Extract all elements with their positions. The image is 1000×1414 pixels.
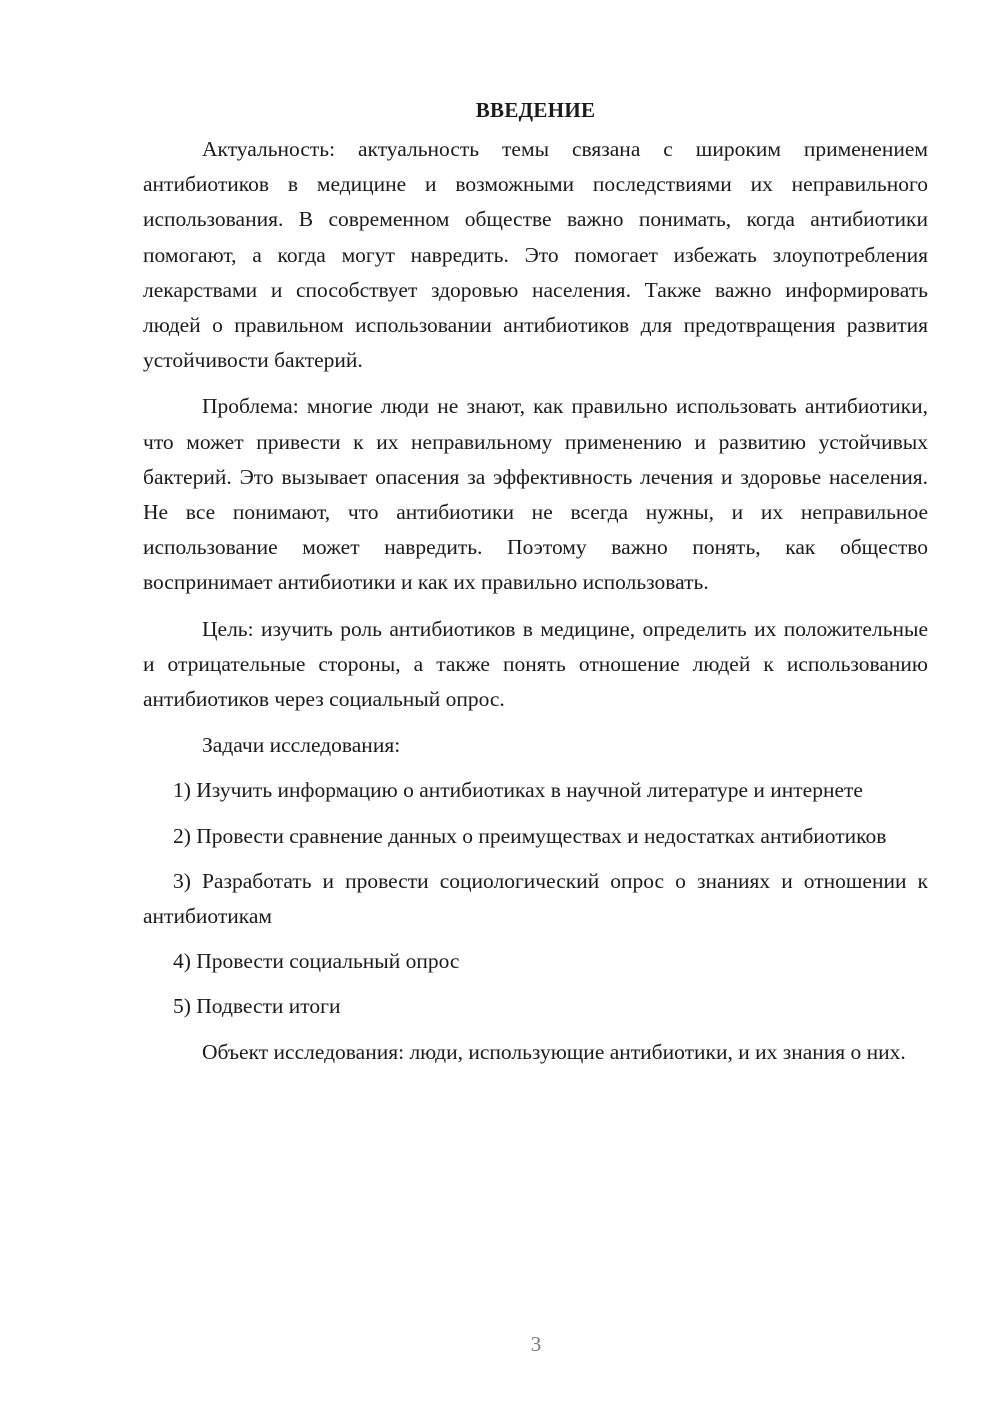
paragraph-problem: Проблема: многие люди не знают, как правильно использовать антибиотики, что может привести к их неправильному применению и развитию устойчивых бактерий. Это вызывает опасения за эффективность лечения и здоровье населения. Не все понимают, что антибиотики не всегда нужны, и их неправильное использование может навредить. Поэтому важно понять, как общество воспринимает антибиотики и как их правильно использовать. [143,394,928,595]
task-item-2: 2) Провести сравнение данных о преимуществах и недостатках антибиотиков [173,823,887,848]
document-page [143,92,928,1081]
task-item-5: 5) Подвести итоги [173,994,341,1019]
task-item-3: 3) Разработать и провести социологический опрос о знаниях и отношении к антибиотикам [143,868,928,929]
tasks-label: Задачи исследования: [202,733,401,758]
tasks-list [143,773,928,1024]
task-item-4: 4) Провести социальный опрос [173,949,460,974]
page-number: 3 [530,1332,542,1356]
paragraph-goal: Цель: изучить роль антибиотиков в медицине, определить их положительные и отрицательные стороны, а также понять отношение людей к использованию антибиотиков через социальный опрос. [143,616,928,712]
section-heading: ВВЕДЕНИЕ [475,98,596,122]
task-item-1: 1) Изучить информацию о антибиотиках в научной литературе и интернете [173,778,863,803]
paragraph-object: Объект исследования: люди, использующие антибиотики, и их знания о них. [202,1039,906,1064]
paragraph-relevance: Актуальность: актуальность темы связана с широким применением антибиотиков в медицине и возможными последствиями их неправильного использования. В современном обществе важно понимать, когда антибиотики помогают, а когда могут навредить. Это помогает избежать злоупотребления лекарствами и способствует здоровью населения. Также важно информировать людей о правильном использовании антибиотиков для предотвращения развития устойчивости бактерий. [143,137,928,373]
